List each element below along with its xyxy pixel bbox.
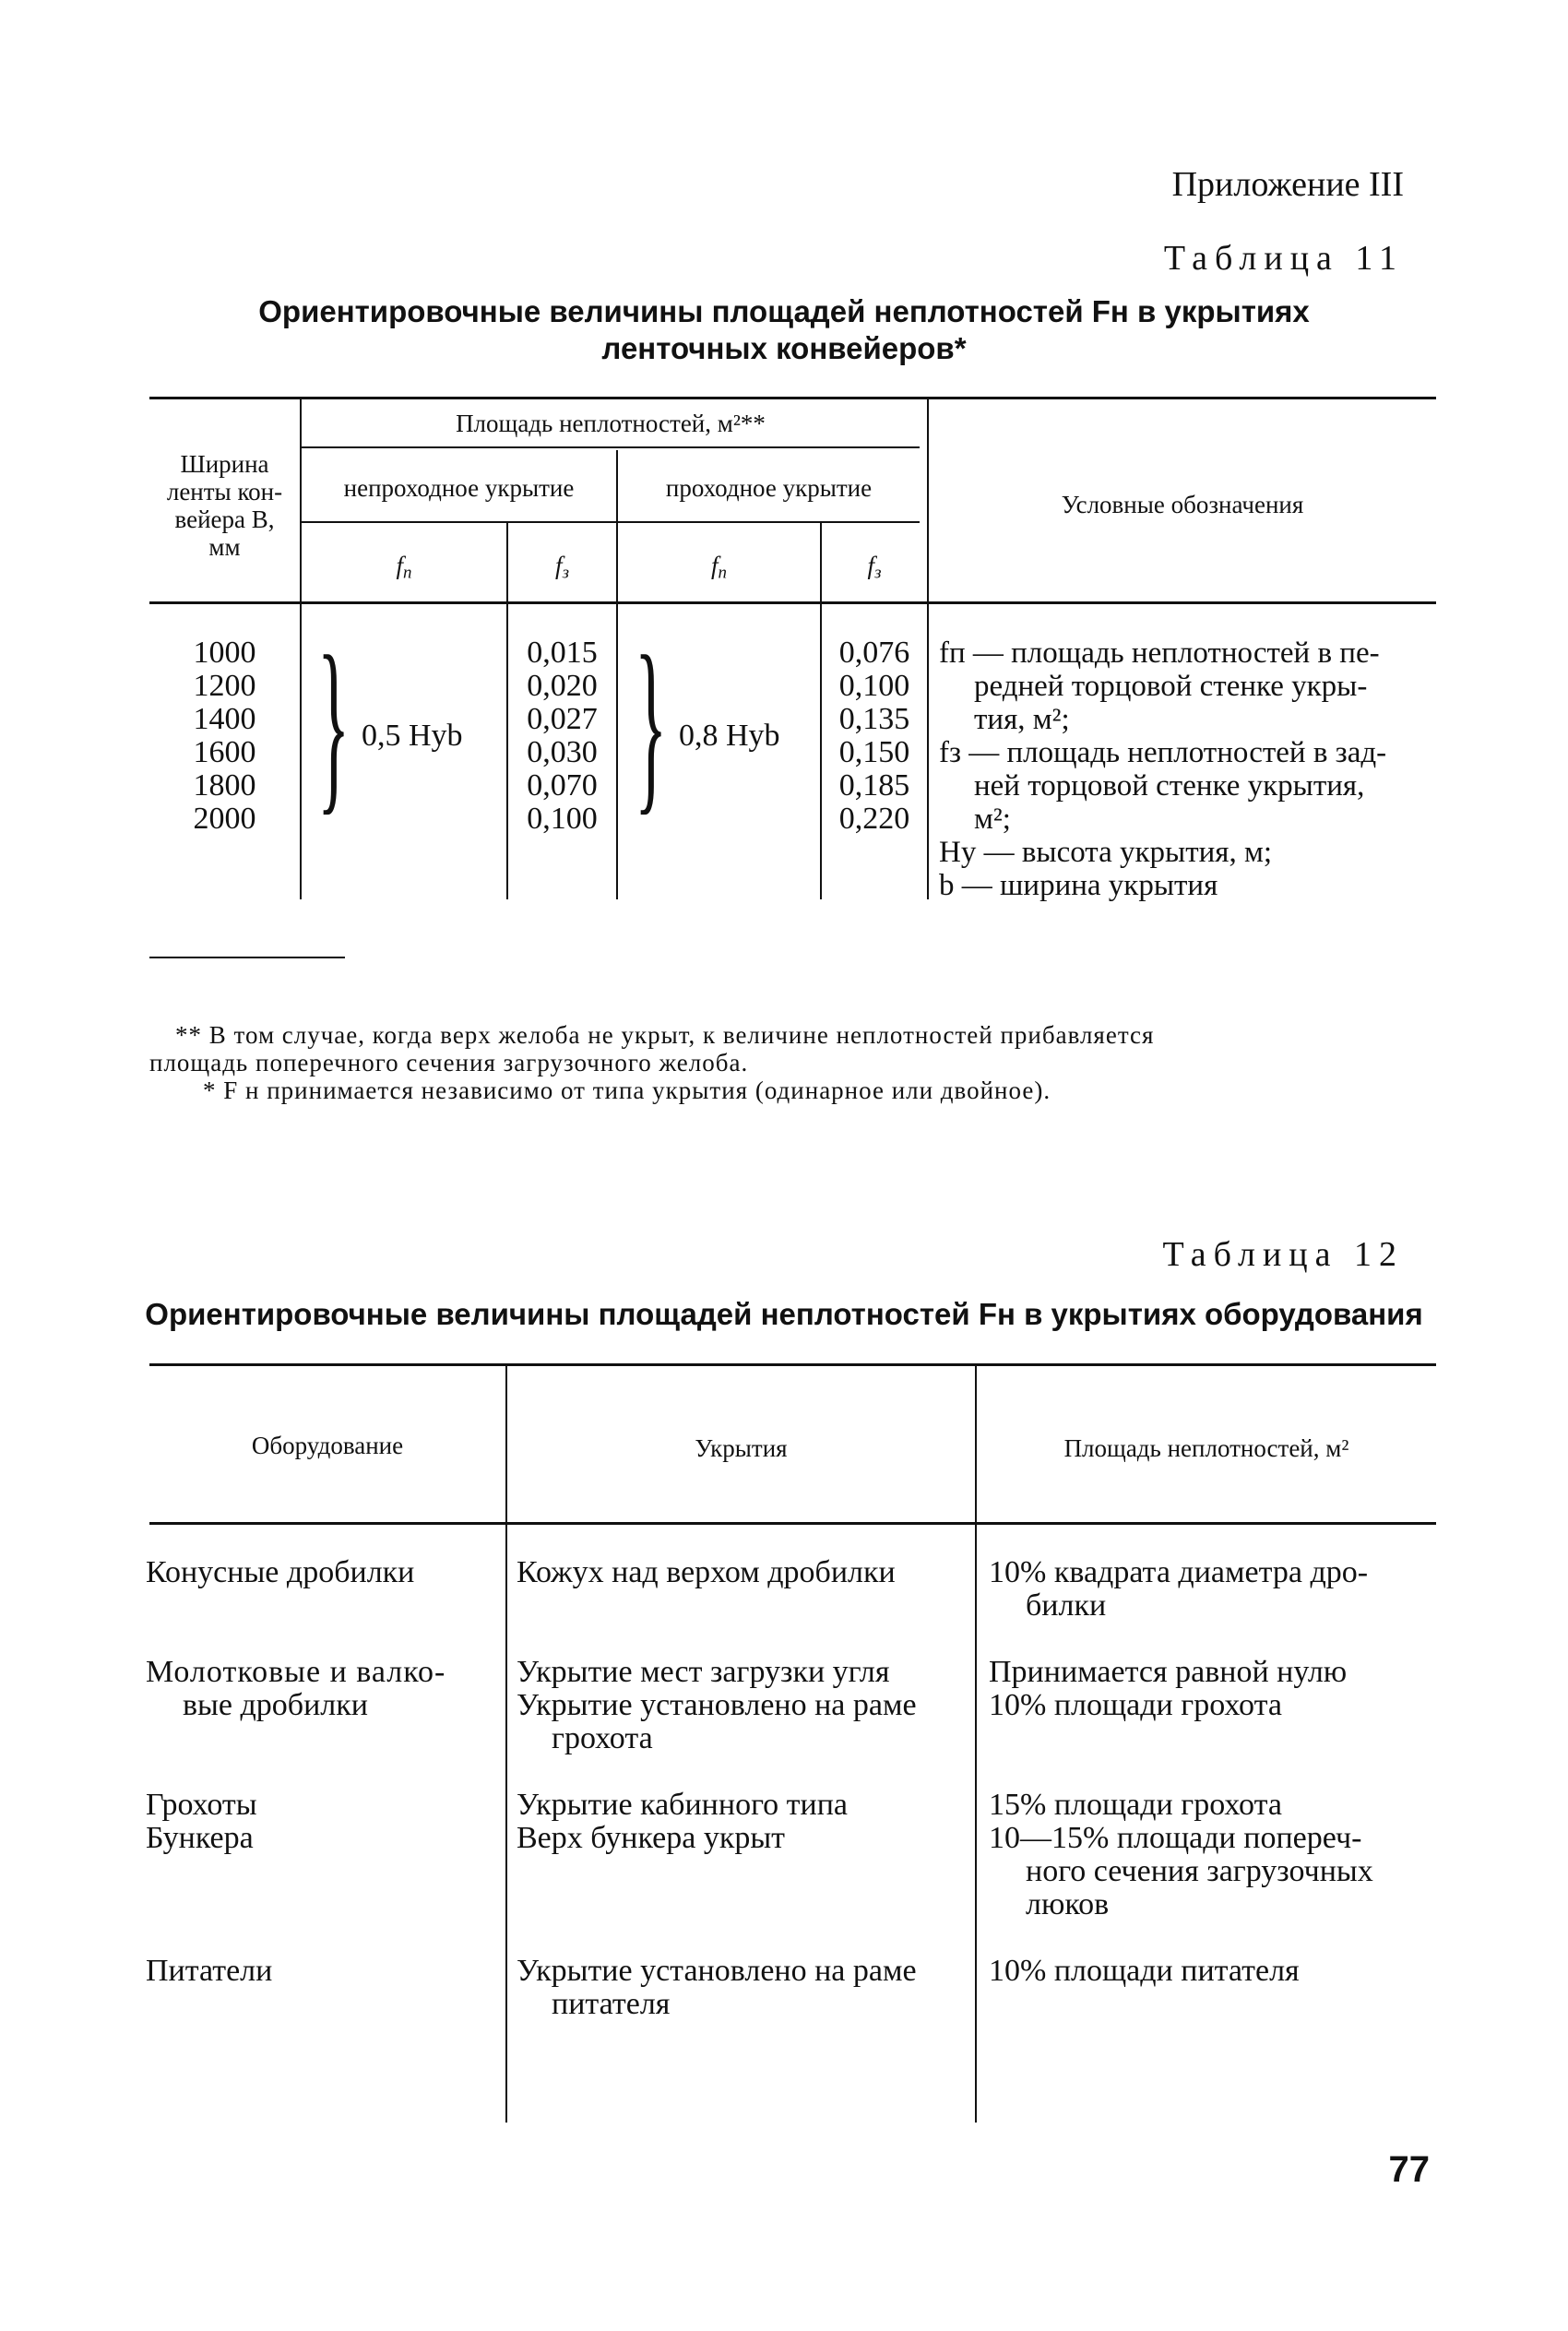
- t12-area-header: Площадь неплотностей, м²: [1063, 1434, 1349, 1462]
- t11-width-header: Ширина ленты кон- вейера В, мм: [166, 450, 283, 561]
- t12-covers-header: Укрытия: [695, 1434, 788, 1462]
- t11-fp-header-2: $f_п$: [711, 552, 727, 583]
- t11-fz-header-1: $f_з$: [555, 552, 569, 583]
- t11-nonpass-fp: 0,5 Hyb: [362, 719, 463, 753]
- t11-body-vline-5: [927, 604, 929, 899]
- table11-title-line1: Ориентировочные величины площадей неплотностей Fн в укрытиях: [258, 294, 1310, 328]
- t11-brace-2: }: [635, 617, 668, 831]
- page-number: 77: [1388, 2149, 1430, 2190]
- t11-pass-fz-col: 0,076 0,100 0,135 0,150 0,185 0,220: [838, 636, 910, 836]
- footnotes: ** В том случае, когда верх желоба не укрыт, к величине неплотностей прибавляется площадь поперечного сечения загрузочного желоба. * F н принимается независимо от типа укрытия (одинарное или двойное).: [149, 1021, 1155, 1104]
- appendix-label: Приложение III: [1171, 165, 1404, 204]
- t11-widths-col: 1000 1200 1400 1600 1800 2000: [193, 636, 256, 836]
- t11-header-rule: [149, 601, 1436, 604]
- t12-covers-col: Кожух над верхом дробилки Укрытие мест загрузки угля Укрытие установлено на раме грохота Укрытие кабинного типа Верх бункера укрыт Укрытие установлено на раме питателя: [517, 1555, 917, 2021]
- t12-vline-2: [975, 1366, 977, 2123]
- t12-top-rule: [149, 1363, 1436, 1366]
- t12-vline-1: [505, 1366, 507, 2123]
- table12-title: Ориентировочные величины площадей неплотностей Fн в укрытиях оборудования: [145, 1297, 1423, 1331]
- t11-legend-col: fп — площадь неплотностей в пе- редней торцовой стенке укры- тия, м²; fз — площадь неплотностей в зад- ней торцовой стенке укрытия, м²; Hу — высота укрытия, м; b — ширина укрытия: [939, 636, 1387, 902]
- t11-pass-fp: 0,8 Hyb: [679, 719, 780, 753]
- t12-header-rule: [149, 1522, 1436, 1525]
- footnote-rule: [149, 957, 345, 958]
- t11-fz-header-2: $f_з$: [867, 552, 882, 583]
- t11-area-header: Площадь неплотностей, м²**: [456, 410, 766, 437]
- t11-nonpass-fz-col: 0,015 0,020 0,027 0,030 0,070 0,100: [527, 636, 598, 836]
- table11-title-line2: ленточных конвейеров*: [601, 331, 967, 365]
- t11-body-vline-3: [616, 604, 618, 899]
- table11-number: Таблица 11: [1163, 239, 1404, 278]
- t11-body-vline-1: [300, 604, 302, 899]
- table12-number: Таблица 12: [1162, 1235, 1404, 1274]
- t11-sub-rule: [302, 521, 920, 523]
- t11-fp-header-1: $f_п$: [396, 552, 412, 583]
- t11-brace-1: }: [317, 617, 350, 831]
- t11-group-rule: [302, 446, 920, 448]
- t12-equipment-col: Конусные дробилки Молотковые и валко- вые дробилки Грохоты Бункера Питатели: [146, 1555, 446, 1988]
- t11-nonpass-header: непроходное укрытие: [343, 474, 575, 502]
- t11-top-rule: [149, 397, 1436, 399]
- t11-pass-header: проходное укрытие: [665, 474, 873, 502]
- t12-area-col: 10% квадрата диаметра дро- билки Принимается равной нулю 10% площади грохота 15% площади грохота 10—15% площади попереч- ного сечения загрузочных люков 10% площади питателя: [989, 1555, 1373, 1988]
- t12-equipment-header: Оборудование: [251, 1432, 404, 1459]
- t11-legend-header: Условные обозначения: [1061, 491, 1304, 518]
